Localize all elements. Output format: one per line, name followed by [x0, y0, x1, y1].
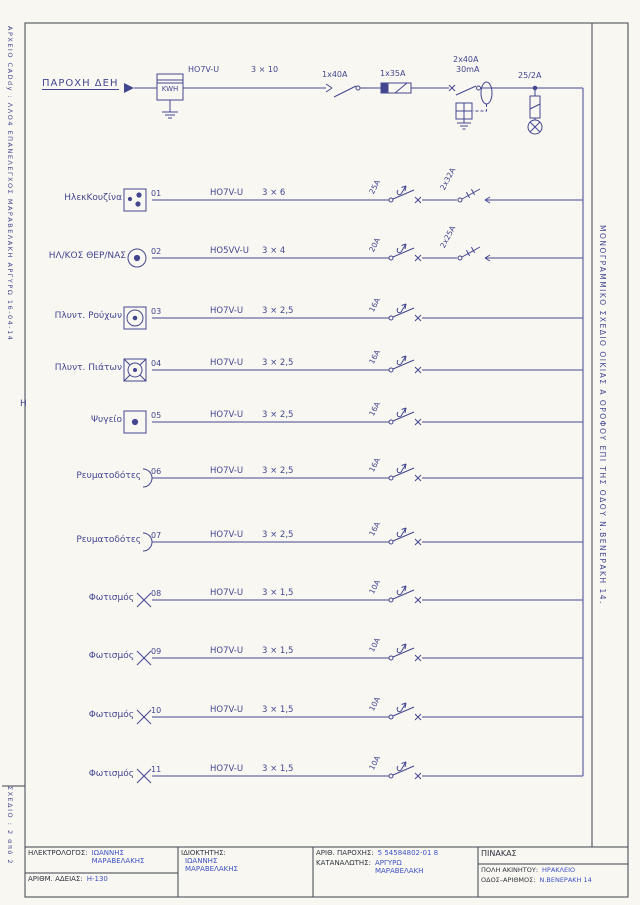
circuit-cable-size: 3 × 1,5 [262, 588, 294, 598]
circuit-load-label: Φωτισμός [88, 710, 134, 720]
circuit-load-label: Φωτισμός [88, 651, 134, 661]
rcd-rating: 2x40A [453, 55, 479, 64]
left-margin-archive-note: ΑΡΧΕΙΟ CADdy : ΛΛΟ4 ΕΠΑΝΕΛΕΓΧΟΣ ΜΑΡΑΒΕΛΑΚΗ ΑΡΓΥΡΩ 16-04-14 [6, 26, 14, 342]
supply-cable-size: 3 × 10 [251, 65, 279, 74]
circuit-row [0, 224, 640, 272]
breaker-rating-label: 16A [367, 400, 383, 418]
breaker-rating-label: 10A [367, 754, 383, 772]
circuit-cable-type: HO7V-U [210, 530, 244, 540]
circuit-row [0, 624, 640, 672]
address-cell [478, 864, 628, 897]
circuit-row [0, 566, 640, 614]
circuit-row [0, 388, 640, 436]
circuit-cable-size: 3 × 2,5 [262, 306, 294, 316]
circuit-row [0, 284, 640, 332]
bell-fuse-rating: 25/2A [518, 71, 542, 80]
street-label: ΟΔΟΣ–ΑΡΙΘΜΟΣ: [481, 876, 536, 884]
circuit-number: 02 [151, 247, 162, 256]
circuit-cable-type: HO7V-U [210, 358, 244, 368]
supply-number-cell [313, 847, 478, 897]
circuit-cable-size: 3 × 6 [262, 188, 286, 198]
circuit-cable-size: 3 × 1,5 [262, 764, 294, 774]
breaker-rating-label: 10A [367, 578, 383, 596]
electrician-cell [25, 847, 178, 873]
circuit-cable-type: HO7V-U [210, 646, 244, 656]
circuit-row [0, 444, 640, 492]
circuit-load-label: ΗλεκΚουζίνα [64, 193, 122, 203]
breaker-rating-label: 16A [367, 456, 383, 474]
circuit-number: 04 [151, 359, 162, 368]
circuit-cable-type: HO7V-U [210, 705, 244, 715]
license-value: Η-130 [86, 875, 108, 883]
circuit-number: 10 [151, 706, 162, 715]
right-margin-drawing-title: ΜΟΝΟΓΡΑΜΜΙΚΟ ΣΧΕΔΙΟ ΟΙΚΙΑΣ Α ΟΡΟΦΟΥ ΕΠΙ ΤΗΣ ΟΔΟΥ Ν.ΒΕΝΕΡΑΚΗ 14. [598, 225, 607, 605]
circuit-cable-size: 3 × 1,5 [262, 705, 294, 715]
title-block [25, 847, 628, 897]
circuit-number: 08 [151, 589, 162, 598]
circuit-cable-size: 3 × 2,5 [262, 410, 294, 420]
fold-mark: H [20, 399, 27, 409]
circuit-cable-type: HO7V-U [210, 764, 244, 774]
circuit-load-label: Φωτισμός [88, 769, 134, 779]
supply-number-value: 5 54584802-01 8 [377, 849, 439, 857]
breaker-rating-label: 20A [367, 236, 383, 254]
owner-cell [178, 847, 313, 897]
circuit-load-label: Φωτισμός [88, 593, 134, 603]
breaker-rating-label: 16A [367, 520, 383, 538]
supply-cable-type: HO7V-U [188, 65, 220, 74]
circuit-load-label: Ρευματοδότες [76, 471, 141, 481]
circuit-number: 05 [151, 411, 162, 420]
circuit-row [0, 683, 640, 731]
consumer-label: ΚΑΤΑΝΑΛΩΤΗΣ: [316, 859, 371, 867]
electrician-label: ΗΛΕΚΤΡΟΛΟΓΟΣ: [28, 849, 88, 857]
owner-label: ΙΔΙΟΚΤΗΤΗΣ: [181, 849, 226, 857]
circuit-load-label: ΗΛ/ΚΟΣ ΘΕΡ/ΝΑΣ [48, 251, 126, 261]
circuit-cable-size: 3 × 4 [262, 246, 286, 256]
breaker-rating-label: 16A [367, 348, 383, 366]
circuit-cable-type: HO5VV-U [210, 246, 249, 256]
breaker-rating-label: 10A [367, 695, 383, 713]
circuit-cable-size: 3 × 1,5 [262, 646, 294, 656]
circuit-cable-type: HO7V-U [210, 306, 244, 316]
consumer-value: ΑΡΓΥΡΩ ΜΑΡΑΒΕΛΑΚΗ [374, 859, 424, 875]
circuit-row [0, 742, 640, 790]
supply-label: ΠΑΡΟΧΗ ΔΕΗ [42, 78, 119, 89]
circuit-row [0, 336, 640, 384]
breaker-rating-label: 10A [367, 636, 383, 654]
owner-value: ΙΩΑΝΝΗΣ ΜΑΡΑΒΕΛΑΚΗΣ [185, 857, 238, 873]
panel-cell [478, 847, 628, 864]
city-label: ΠΟΛΗ ΑΚΙΝΗΤΟΥ: [481, 866, 539, 874]
circuit-cable-type: HO7V-U [210, 410, 244, 420]
circuit-load-label: Ρευματοδότες [76, 535, 141, 545]
circuit-row [0, 508, 640, 556]
rcd-sensitivity: 30mA [456, 65, 480, 74]
circuit-number: 01 [151, 189, 162, 198]
circuit-cable-type: HO7V-U [210, 588, 244, 598]
city-value: ΗΡΑΚΛΕΙΟ [542, 866, 576, 874]
electrician-value: ΙΩΑΝΝΗΣ ΜΑΡΑΒΕΛΑΚΗΣ [91, 849, 145, 865]
circuit-load-label: Πλυντ. Πιάτων [54, 363, 122, 373]
street-value: Ν.ΒΕΝΕΡΑΚΗ 14 [539, 876, 592, 884]
circuit-cable-type: HO7V-U [210, 188, 244, 198]
circuit-number: 11 [151, 765, 162, 774]
supply-number-label: ΑΡΙΘ. ΠΑΡΟΧΗΣ: [316, 849, 374, 857]
circuit-number: 06 [151, 467, 162, 476]
circuit-cable-size: 3 × 2,5 [262, 358, 294, 368]
circuit-row [0, 166, 640, 214]
second-breaker-rating-label: 2x25A [438, 224, 458, 250]
panel-label: ΠΙΝΑΚΑΣ [481, 849, 517, 858]
breaker-rating-label: 25A [367, 178, 383, 196]
second-breaker-rating-label: 2x32A [438, 166, 458, 192]
circuit-cable-type: HO7V-U [210, 466, 244, 476]
circuit-number: 09 [151, 647, 162, 656]
left-margin-sheet-number: ΣΧΕΔΙΟ : 2 από 2 [6, 786, 14, 866]
circuit-load-label: Πλυντ. Ρούχων [54, 311, 122, 321]
circuit-number: 07 [151, 531, 162, 540]
license-cell [25, 873, 178, 897]
circuit-number: 03 [151, 307, 162, 316]
circuit-load-label: Ψυγείο [90, 415, 122, 425]
kwh-meter-icon: KWH [161, 85, 179, 93]
breaker-rating-label: 16A [367, 296, 383, 314]
circuit-cable-size: 3 × 2,5 [262, 530, 294, 540]
circuit-cable-size: 3 × 2,5 [262, 466, 294, 476]
license-label: ΑΡΙΘΜ. ΑΔΕΙΑΣ: [28, 875, 83, 883]
main-fuse-rating: 1x35A [380, 69, 406, 78]
main-switch-rating: 1x40A [322, 70, 348, 79]
